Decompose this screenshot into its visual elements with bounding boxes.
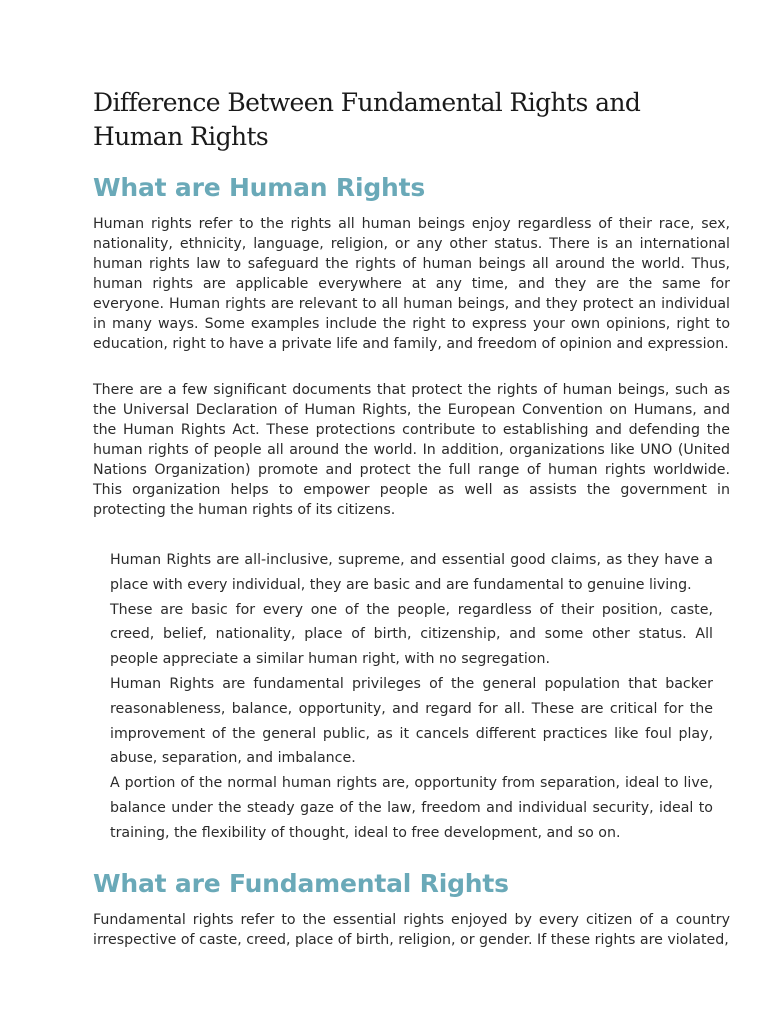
paragraph-fundamental-rights-definition: Fundamental rights refer to the essential rights enjoyed by every citizen of a country irrespective of caste, creed, place of birth, religion, or gender. If these rights are violated, [93,911,730,948]
section-heading-fundamental-rights: What are Fundamental Rights [93,868,509,898]
paragraph-human-rights-definition: Human rights refer to the rights all human beings enjoy regardless of their race, sex, nationality, ethnicity, language, religion, or any other status. There is an international human rights law to safeguard the rights of human beings all around the world. Thus, human rights are applicable everywhere at any time, and they are the same for everyone. Human rights are relevant to all human beings, and they protect an individual in many ways. Some examples include the right to express your own opinions, right to education, right to have a private life and family, and freedom of opinion and expression. [93,216,730,352]
human-rights-list [93,548,713,846]
list-item: Human Rights are all-inclusive, supreme, and essential good claims, as they have a place with every individual, they are basic and are fundamental to genuine living. [110,552,713,593]
document-title: Difference Between Fundamental Rights and Human Rights [93,88,641,151]
section-heading-human-rights: What are Human Rights [93,173,426,202]
list-item: These are basic for every one of the people, regardless of their position, caste, creed, belief, nationality, place of birth, citizenship, and some other status. All people appreciate a similar human right, with no segregation. [110,601,713,668]
document-page [93,86,730,950]
list-item: Human Rights are fundamental privileges of the general population that backer reasonableness, balance, opportunity, and regard for all. These are critical for the improvement of the general public, as it cancels different practices like foul play, abuse, separation, and imbalance. [110,675,713,767]
paragraph-human-rights-documents: There are a few significant documents that protect the rights of human beings, such as the Universal Declaration of Human Rights, the European Convention on Humans, and the Human Rights Act. These protections contribute to establishing and defending the human rights of people all around the world. In addition, organizations like UNO (United Nations Organization) promote and protect the full range of human rights worldwide. This organization helps to empower people as well as assists the government in protecting the human rights of its citizens. [93,382,730,518]
list-item: A portion of the normal human rights are, opportunity from separation, ideal to live, balance under the steady gaze of the law, freedom and individual security, ideal to training, the flexibility of thought, ideal to free development, and so on. [110,775,713,841]
